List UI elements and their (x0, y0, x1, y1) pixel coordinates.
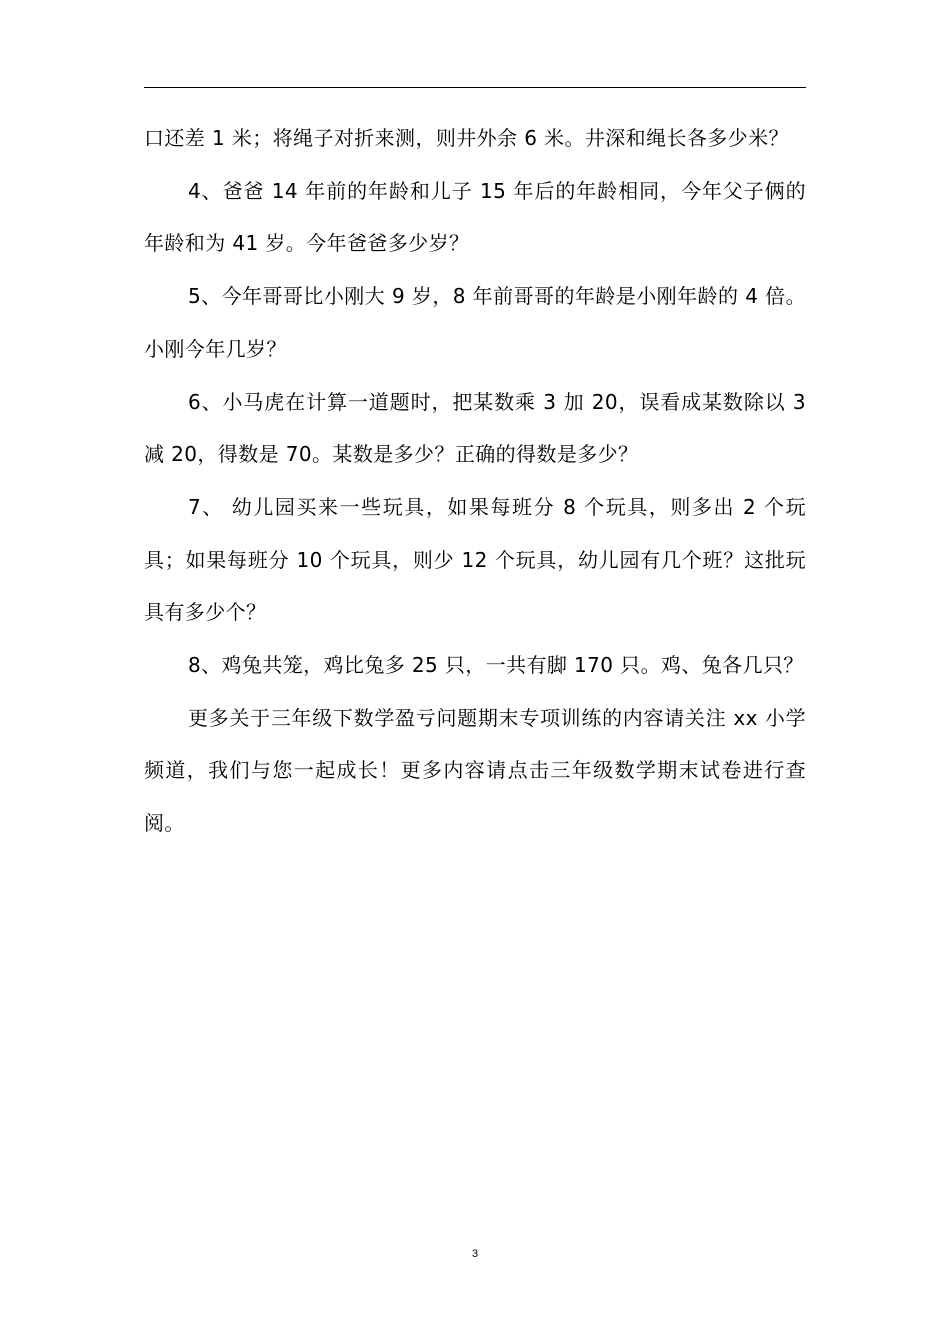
header-rule (144, 87, 806, 88)
question-8: 8、鸡兔共笼，鸡比兔多 25 只，一共有脚 170 只。鸡、兔各几只？ (188, 653, 804, 678)
document-body (144, 112, 806, 850)
question-5: 5、今年哥哥比小刚大 9 岁，8 年前哥哥的年龄是小刚年龄的 4 倍。小刚今年几岁？ (144, 284, 806, 361)
closing-note: 更多关于三年级下数学盈亏问题期末专项训练的内容请关注 xx 小学频道，我们与您一起成长！更多内容请点击三年级数学期末试卷进行查阅。 (144, 705, 806, 836)
question-6: 6、小马虎在计算一道题时，把某数乘 3 加 20，误看成某数除以 3 减 20，得数是 70。某数是多少？正确的得数是多少？ (144, 389, 806, 467)
page-number: 3 (471, 1248, 479, 1260)
question-7: 7、 幼儿园买来一些玩具，如果每班分 8 个玩具，则多出 2 个玩具；如果每班分 10 个玩具，则少 12 个玩具，幼儿园有几个班？这批玩具有多少个？ (144, 494, 806, 625)
question-4: 4、爸爸 14 年前的年龄和儿子 15 年后的年龄相同，今年父子俩的年龄和为 41 岁。今年爸爸多少岁？ (144, 178, 806, 256)
paragraph-continuation: 口还差 1 米；将绳子对折来测，则井外余 6 米。井深和绳长各多少米？ (144, 126, 789, 150)
